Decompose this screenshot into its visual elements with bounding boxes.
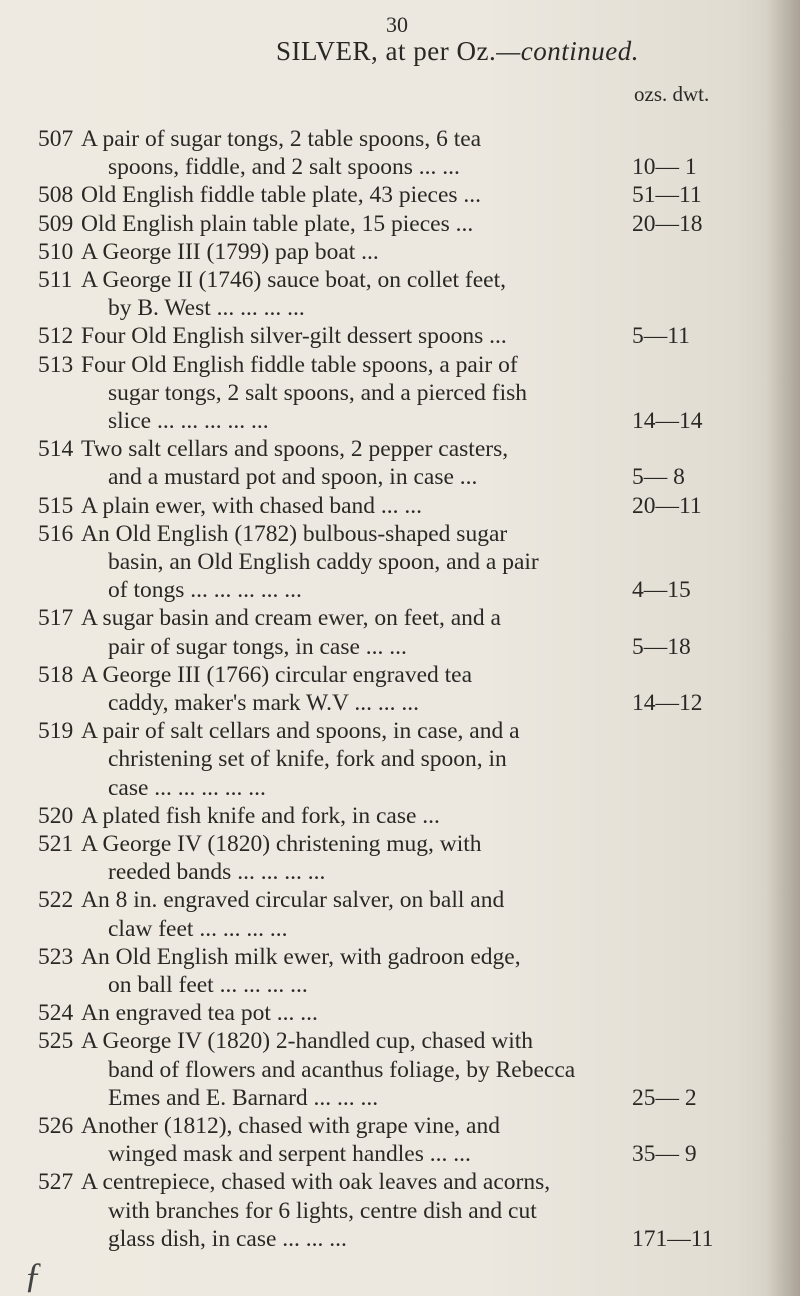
lot-number: 519 [38,718,74,745]
lot-weight: 14—14 [632,408,703,434]
lot-weight: 25— 2 [632,1084,697,1111]
lot-description: case ... ... ... ... ... [108,774,266,801]
lot-number: 513 [38,351,74,378]
lot-description: Four Old English silver-gilt dessert spoons ... [81,323,507,350]
lot-description: An Old English (1782) bulbous-shaped sugar [81,520,508,547]
lot-description: winged mask and serpent handles ... ... [108,1141,471,1168]
lot-description: An 8 in. engraved circular salver, on ball and [81,887,505,914]
lot-weight: 171—11 [632,1225,714,1252]
lot-description: A George IV (1820) 2-handled cup, chased with [81,1028,534,1055]
lot-weight: 51—11 [632,182,702,209]
lot-description: glass dish, in case ... ... ... [108,1225,347,1252]
page-number: 30 [386,12,408,37]
lot-description: Two salt cellars and spoons, 2 pepper casters, [81,436,509,463]
lot-number: 522 [38,887,74,914]
lot-description: A pair of salt cellars and spoons, in case, and a [81,718,520,745]
lot-description: pair of sugar tongs, in case ... ... [108,633,407,660]
lot-description: A George III (1766) circular engraved tea [81,661,473,688]
lot-description: of tongs ... ... ... ... ... [108,577,302,604]
lot-number: 520 [38,802,74,829]
lot-number: 527 [38,1169,74,1196]
lot-description: A centrepiece, chased with oak leaves and acorns, [81,1169,551,1196]
lot-number: 514 [38,436,74,463]
lot-description: and a mustard pot and spoon, in case ... [108,464,478,491]
lot-weight: 20—11 [632,492,702,519]
lot-description: A George II (1746) sauce boat, on collet feet, [81,267,507,293]
margin-mark: ƒ [24,1255,42,1295]
lot-number: 521 [38,831,74,857]
lot-number: 516 [38,520,74,547]
lot-description: A plated fish knife and fork, in case ... [81,802,440,829]
lot-description: Four Old English fiddle table spoons, a pair of [81,351,518,378]
lot-description: A pair of sugar tongs, 2 table spoons, 6 tea [81,126,482,152]
lot-description: A George III (1799) pap boat ... [81,238,379,265]
lot-description: Another (1812), chased with grape vine, and [81,1113,500,1139]
lot-number: 507 [38,126,74,152]
lot-description: A sugar basin and cream ewer, on feet, and a [81,605,501,632]
lot-description: reeded bands ... ... ... ... [108,859,326,886]
lot-number: 526 [38,1113,74,1139]
heading-suffix: —continued. [496,36,639,66]
lot-description: caddy, maker's mark W.V ... ... ... [108,690,419,716]
lot-description: band of flowers and acanthus foliage, by Rebecca [108,1056,576,1083]
heading-main: SILVER, at per Oz. [276,36,497,66]
lot-description: sugar tongs, 2 salt spoons, and a pierced fish [108,379,528,406]
lot-weight: 4—15 [632,577,691,604]
lot-number: 517 [38,605,74,632]
lot-description: on ball feet ... ... ... ... [108,972,308,998]
page-edge-shadow [766,0,800,1296]
lot-description: basin, an Old English caddy spoon, and a pair [108,549,539,575]
lot-description: with branches for 6 lights, centre dish and cut [108,1197,537,1224]
lot-description: A George IV (1820) christening mug, with [81,831,482,857]
lot-description: Emes and E. Barnard ... ... ... [108,1084,379,1111]
lot-number: 523 [38,943,74,970]
lot-description: Old English fiddle table plate, 43 pieces ... [81,182,482,209]
lot-number: 509 [38,210,74,237]
lot-description: A plain ewer, with chased band ... ... [81,492,423,519]
lot-description: by B. West ... ... ... ... [108,295,305,322]
lot-weight: 5— 8 [632,464,685,491]
lot-weight: 5—18 [632,633,691,660]
weight-column-header: ozs. dwt. [634,82,710,106]
lot-number: 512 [38,323,74,350]
lot-number: 515 [38,492,74,519]
lot-number: 508 [38,182,74,209]
lot-number: 511 [38,267,73,293]
lot-weight: 35— 9 [632,1141,697,1168]
lot-number: 518 [38,661,74,688]
lot-weight: 14—12 [632,690,703,716]
lot-description: slice ... ... ... ... ... [108,408,269,434]
lot-description: Old English plain table plate, 15 pieces ... [81,210,474,237]
lot-weight: 20—18 [632,210,703,237]
lot-description: An engraved tea pot ... ... [81,1000,318,1027]
lot-number: 510 [38,238,74,265]
lot-weight: 10— 1 [632,154,697,181]
lot-description: claw feet ... ... ... ... [108,915,288,942]
lot-number: 524 [38,1000,74,1027]
lot-description: christening set of knife, fork and spoon, in [108,746,507,773]
page-heading [276,36,639,67]
lot-number: 525 [38,1028,74,1055]
lot-description: spoons, fiddle, and 2 salt spoons ... ... [108,154,460,181]
lot-weight: 5—11 [632,323,690,350]
lot-description: An Old English milk ewer, with gadroon edge, [81,943,521,970]
